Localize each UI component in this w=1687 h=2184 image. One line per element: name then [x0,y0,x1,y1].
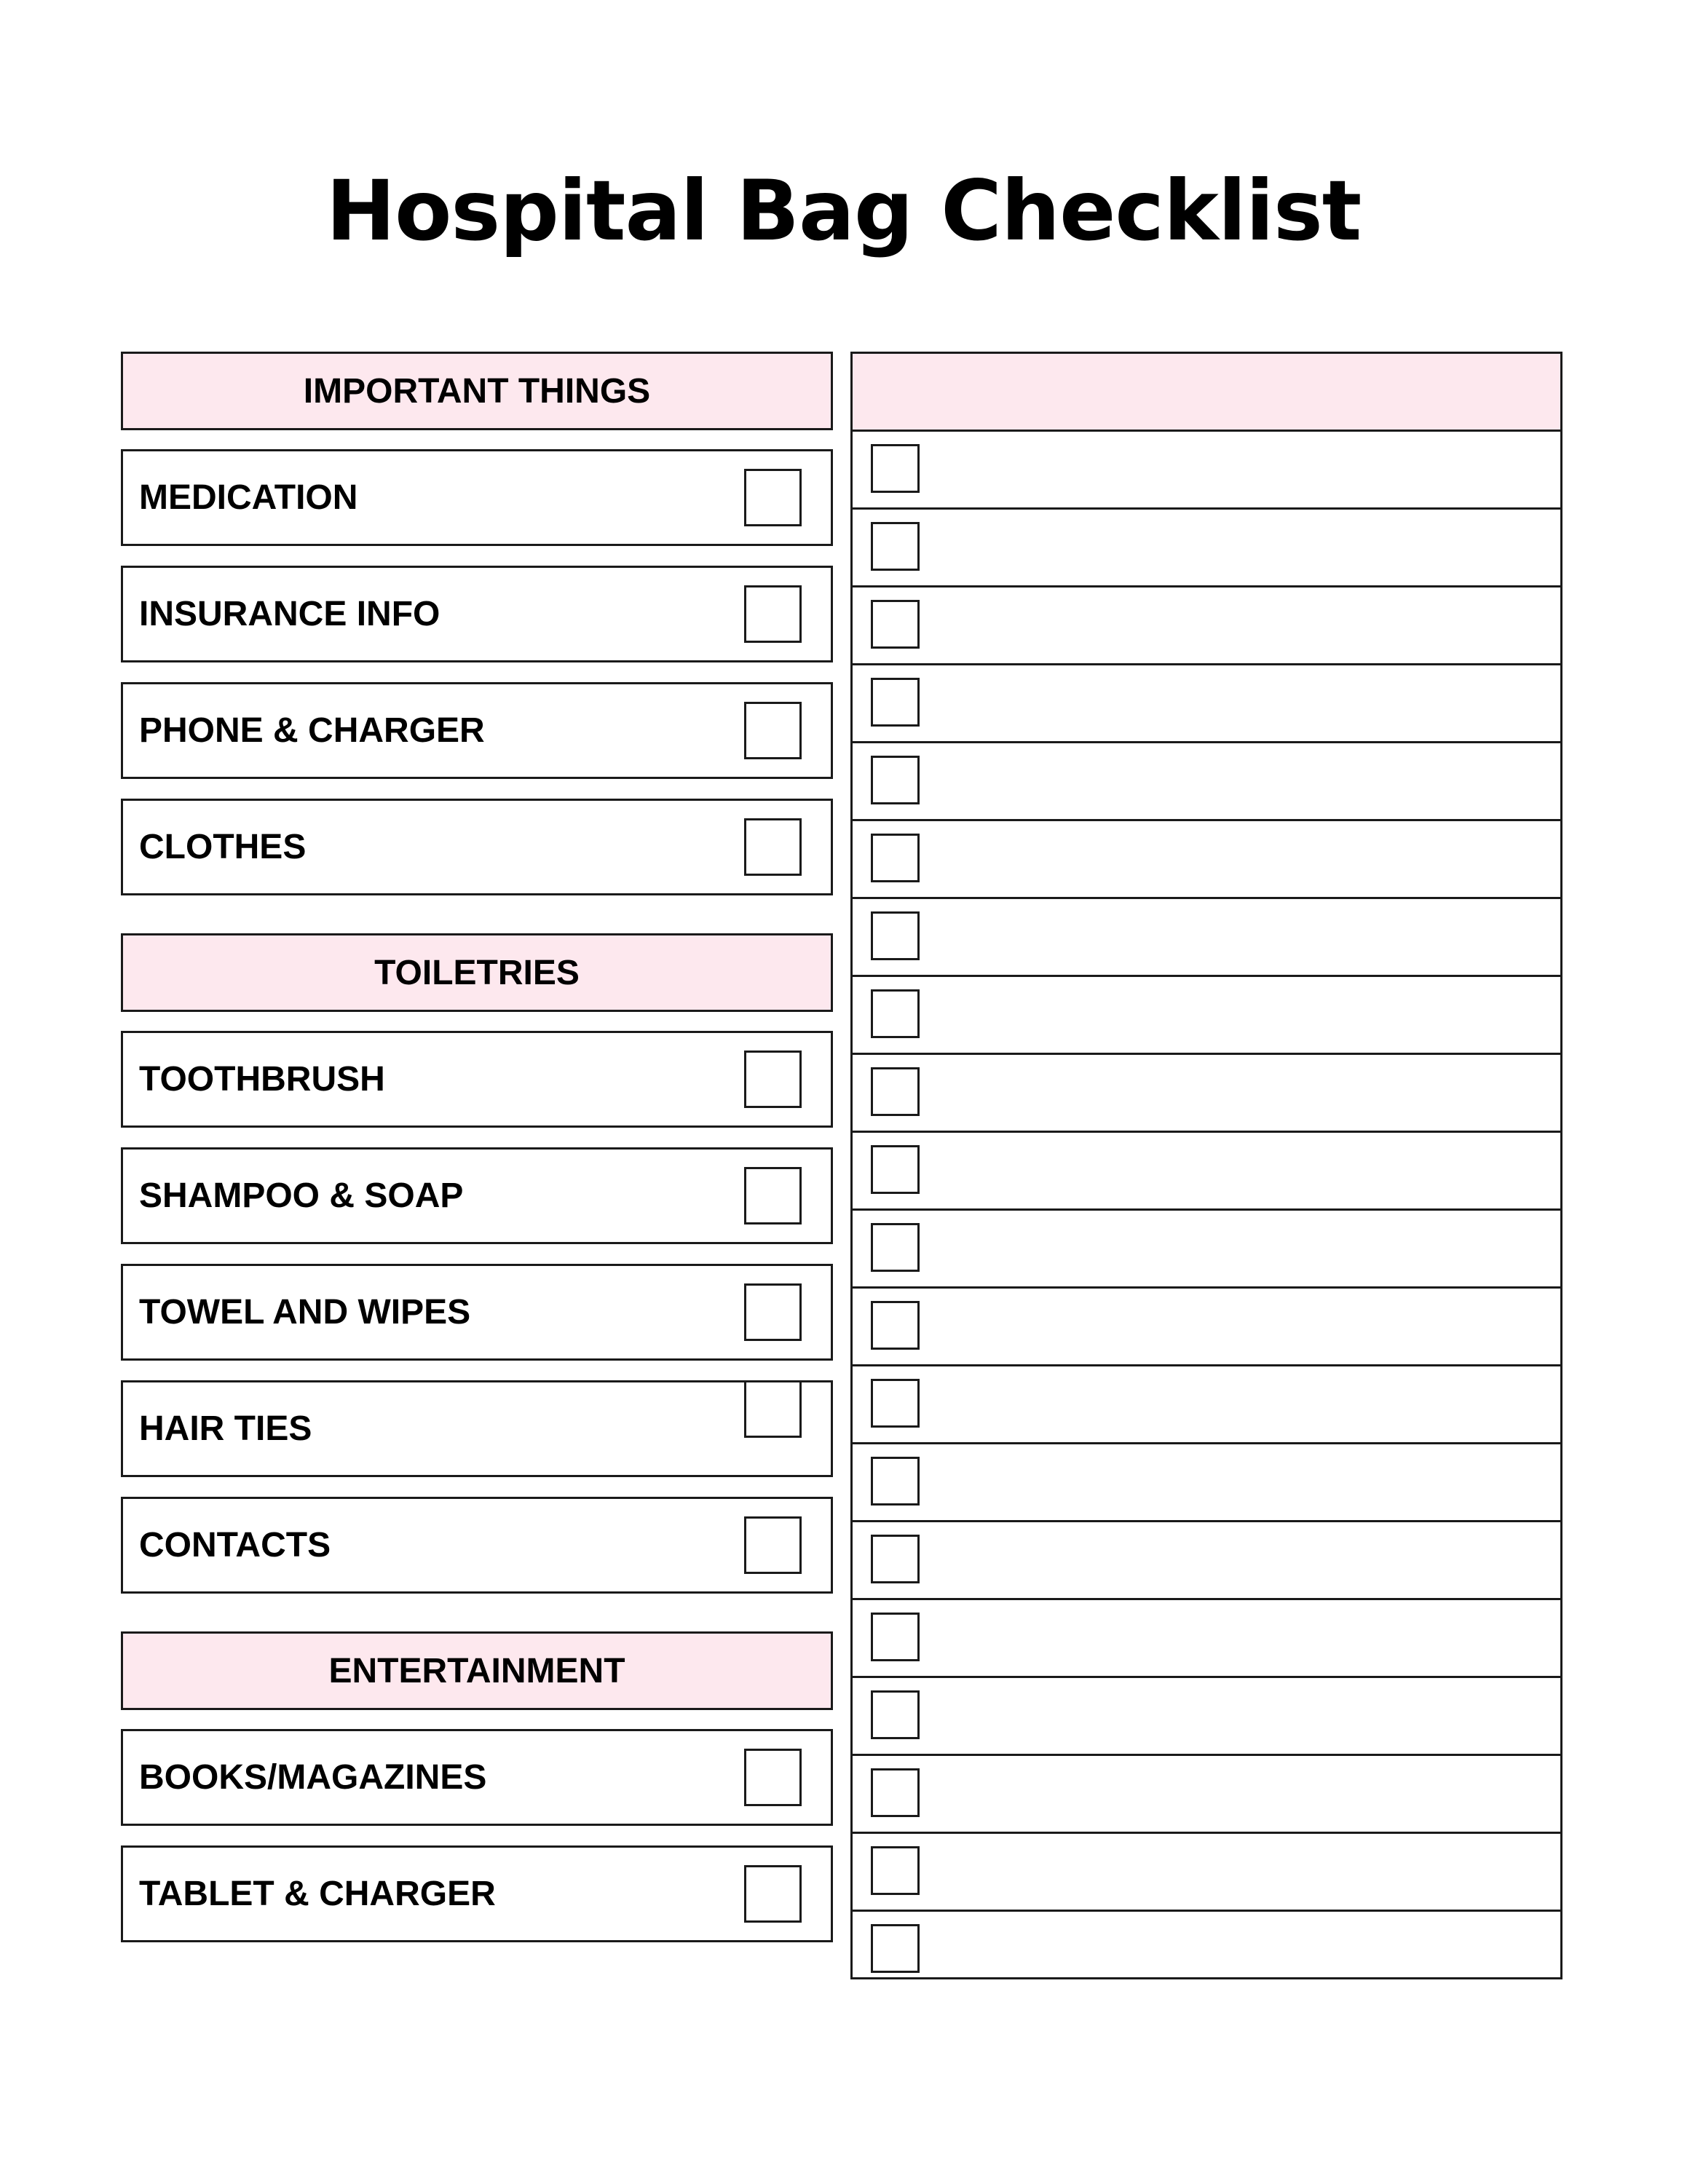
blank-checklist-row [853,587,1560,665]
blank-checklist-rows [853,432,1560,1987]
section-header-important-things [121,352,833,430]
blank-row-checkbox[interactable] [871,1067,920,1116]
checklist-item-contacts [121,1497,833,1594]
blank-row-checkbox[interactable] [871,1768,920,1817]
checklist-item-phone-charger [121,682,833,779]
item-label: TABLET & CHARGER [139,1875,496,1913]
blank-checklist-row [853,1055,1560,1133]
item-checkbox[interactable] [744,469,802,526]
blank-row-checkbox[interactable] [871,1457,920,1506]
blank-row-checkbox[interactable] [871,600,920,649]
blank-checklist-row [853,510,1560,587]
blank-row-checkbox[interactable] [871,1145,920,1194]
blank-checklist-row [853,1912,1560,1987]
checklist-item-medication [121,449,833,546]
checklist-item-shampoo-soap [121,1147,833,1244]
blank-row-checkbox[interactable] [871,989,920,1038]
item-checkbox[interactable] [744,585,802,643]
checklist-item-insurance-info [121,566,833,662]
checklist-item-tablet-charger [121,1845,833,1942]
blank-checklist-row [853,1366,1560,1444]
blank-checklist-header [853,354,1560,432]
item-checkbox[interactable] [744,1865,802,1923]
blank-checklist-row [853,1756,1560,1834]
blank-row-checkbox[interactable] [871,756,920,804]
blank-row-checkbox[interactable] [871,678,920,727]
blank-row-checkbox[interactable] [871,1613,920,1661]
blank-row-checkbox[interactable] [871,1846,920,1895]
blank-checklist-row [853,743,1560,821]
item-label: BOOKS/MAGAZINES [139,1758,487,1797]
item-checkbox[interactable] [744,1380,802,1438]
blank-checklist-row [853,1522,1560,1600]
item-label: HAIR TIES [139,1409,312,1448]
blank-row-checkbox[interactable] [871,1301,920,1350]
item-label: CLOTHES [139,828,307,866]
blank-row-checkbox[interactable] [871,834,920,882]
blank-checklist-row [853,1600,1560,1678]
item-label: INSURANCE INFO [139,595,440,633]
blank-row-checkbox[interactable] [871,1690,920,1739]
blank-checklist-row [853,977,1560,1055]
item-label: CONTACTS [139,1526,331,1564]
section-header-toiletries [121,933,833,1012]
section-header-label: ENTERTAINMENT [328,1651,625,1690]
section-header-entertainment [121,1631,833,1710]
item-checkbox[interactable] [744,818,802,876]
blank-checklist-row [853,1289,1560,1366]
blank-checklist-row [853,1133,1560,1211]
item-checkbox[interactable] [744,1283,802,1341]
section-header-label: TOILETRIES [374,953,580,992]
checklist-item-toothbrush [121,1031,833,1128]
checklist-item-clothes [121,799,833,895]
item-checkbox[interactable] [744,1749,802,1806]
checklist-item-books-magazines [121,1729,833,1826]
item-checkbox[interactable] [744,702,802,759]
blank-checklist-row [853,821,1560,899]
item-label: PHONE & CHARGER [139,711,485,750]
blank-row-checkbox[interactable] [871,1223,920,1272]
blank-checklist-row [853,1211,1560,1289]
item-checkbox[interactable] [744,1516,802,1574]
checklist-item-towel-and-wipes [121,1264,833,1361]
blank-row-checkbox[interactable] [871,911,920,960]
item-checkbox[interactable] [744,1167,802,1224]
item-label: TOWEL AND WIPES [139,1293,471,1332]
blank-checklist [850,352,1562,1979]
item-label: MEDICATION [139,478,358,517]
blank-row-checkbox[interactable] [871,522,920,571]
blank-row-checkbox[interactable] [871,1535,920,1583]
section-header-label: IMPORTANT THINGS [303,371,651,411]
checklist-item-hair-ties [121,1380,833,1477]
blank-checklist-row [853,1678,1560,1756]
blank-checklist-row [853,432,1560,510]
blank-row-checkbox[interactable] [871,1924,920,1973]
blank-checklist-row [853,665,1560,743]
page-title: Hospital Bag Checklist [325,162,1362,259]
item-label: TOOTHBRUSH [139,1060,385,1099]
blank-checklist-row [853,899,1560,977]
blank-row-checkbox[interactable] [871,1379,920,1428]
item-checkbox[interactable] [744,1051,802,1108]
blank-row-checkbox[interactable] [871,444,920,493]
blank-checklist-row [853,1834,1560,1912]
blank-checklist-row [853,1444,1560,1522]
item-label: SHAMPOO & SOAP [139,1176,464,1215]
